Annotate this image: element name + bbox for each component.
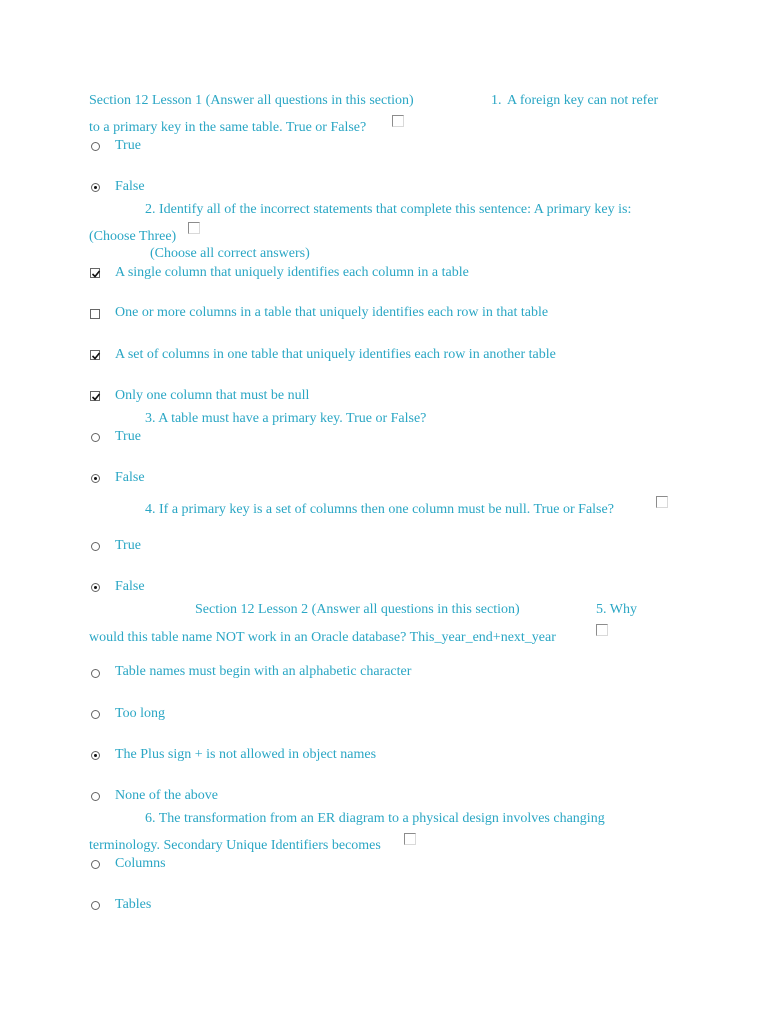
q1-option-true-label: True <box>115 138 141 153</box>
q5-option-3-radio[interactable] <box>91 751 100 760</box>
q1-option-true-radio[interactable] <box>91 142 100 151</box>
q3-question-text: 3. A table must have a primary key. True or False? <box>145 411 427 426</box>
q5-option-1-label: Table names must begin with an alphabetic character <box>115 664 412 679</box>
q5-section-heading: Section 12 Lesson 2 (Answer all questions in this section) <box>195 602 520 617</box>
q4-option-true-radio[interactable] <box>91 542 100 551</box>
q3-option-true-label: True <box>115 429 141 444</box>
q6-option-1-radio[interactable] <box>91 860 100 869</box>
q6-option-2-radio[interactable] <box>91 901 100 910</box>
q6-question-text-cont: terminology. Secondary Unique Identifiers becomes <box>89 838 381 853</box>
q5-question-text-cont: would this table name NOT work in an Oracle database? This_year_end+next_year <box>89 630 556 645</box>
q2-option-3-label: A set of columns in one table that uniquely identifies each row in another table <box>115 347 556 362</box>
q2-option-2-checkbox[interactable] <box>90 309 100 319</box>
q5-flag-checkbox[interactable] <box>596 624 608 636</box>
q2-question-text-cont: (Choose Three) <box>89 229 177 244</box>
q3-option-false-radio[interactable] <box>91 474 100 483</box>
q5-question-text: 5. Why <box>596 602 637 617</box>
q6-option-2-label: Tables <box>115 897 152 912</box>
q2-option-4-checkbox[interactable] <box>90 391 100 401</box>
q2-flag-checkbox[interactable] <box>188 222 200 234</box>
q5-option-3-label: The Plus sign + is not allowed in object names <box>115 747 377 762</box>
q1-question-text-cont: to a primary key in the same table. True or False? <box>89 120 367 135</box>
q6-flag-checkbox[interactable] <box>404 833 416 845</box>
q4-option-false-label: False <box>115 579 145 594</box>
q5-option-2-radio[interactable] <box>91 710 100 719</box>
q2-option-1-label: A single column that uniquely identifies each column in a table <box>115 265 469 280</box>
q5-option-4-radio[interactable] <box>91 792 100 801</box>
q2-option-4-label: Only one column that must be null <box>115 388 310 403</box>
q2-question-text: 2. Identify all of the incorrect statements that complete this sentence: A primary key is: <box>145 202 632 217</box>
q1-number: 1. <box>491 93 502 108</box>
q1-option-false-label: False <box>115 179 145 194</box>
q6-option-1-label: Columns <box>115 856 166 871</box>
q5-option-2-label: Too long <box>115 706 165 721</box>
q2-option-2-label: One or more columns in a table that uniquely identifies each row in that table <box>115 305 549 320</box>
q1-flag-checkbox[interactable] <box>392 115 404 127</box>
q2-hint: (Choose all correct answers) <box>150 246 310 261</box>
q5-option-1-radio[interactable] <box>91 669 100 678</box>
q2-option-1-checkbox[interactable] <box>90 268 100 278</box>
q1-question-text: A foreign key can not refer <box>507 93 659 108</box>
q6-question-text: 6. The transformation from an ER diagram to a physical design involves changing <box>145 811 605 826</box>
q3-option-true-radio[interactable] <box>91 433 100 442</box>
q3-option-false-label: False <box>115 470 145 485</box>
q4-option-false-radio[interactable] <box>91 583 100 592</box>
q5-option-4-label: None of the above <box>115 788 219 803</box>
q1-option-false-radio[interactable] <box>91 183 100 192</box>
q2-option-3-checkbox[interactable] <box>90 350 100 360</box>
q4-flag-checkbox[interactable] <box>656 496 668 508</box>
q4-question-text: 4. If a primary key is a set of columns then one column must be null. True or False? <box>145 502 614 517</box>
q4-option-true-label: True <box>115 538 141 553</box>
q1-section-heading: Section 12 Lesson 1 (Answer all questions in this section) <box>89 93 414 108</box>
